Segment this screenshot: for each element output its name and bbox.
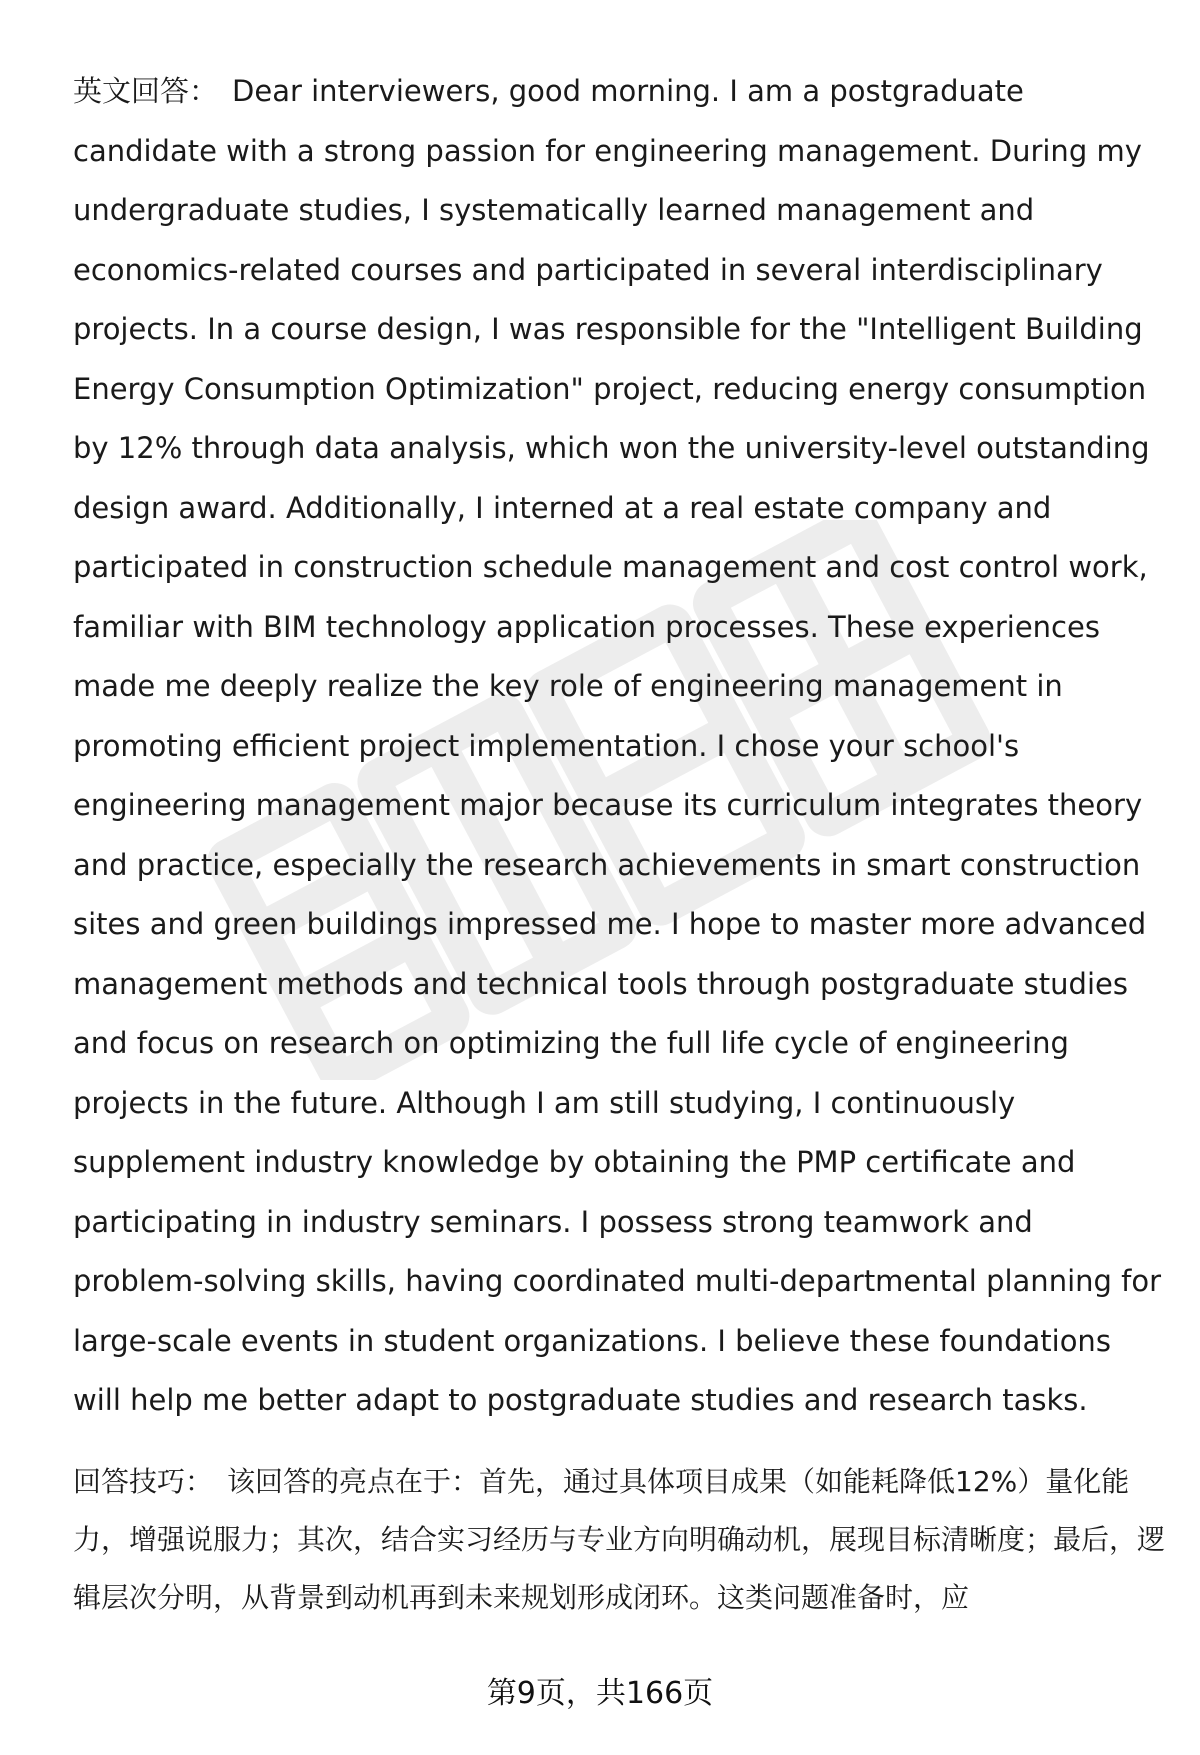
answer-tips-text: 该回答的亮点在于：首先，通过具体项目成果（如能耗降低12%）量化能力，增强说服力；其次，结合实习经历与专业方向明确动机，展现目标清晰度；最后，逻辑层次分明，从背景到动机再到未来规划形成闭环。这类问题准备时，应 <box>73 1464 1166 1614</box>
answer-tips-label: 回答技巧： <box>73 1464 214 1498</box>
english-answer-text: Dear interviewers, good morning. I am a postgraduate candidate with a strong passion for engineering management. During my undergraduate studies, I systematically learned management and economics-related courses and participated in several interdisciplinary projects. In a course design, I was responsible for the "Intelligent Building Energy Consumption Optimization" project, reducing energy consumption by 12% through data analysis, which won the university-level outstanding design award. Additionally, I interned at a real estate company and participated in construction schedule management and cost control work, familiar with BIM technology application processes. These experiences made me deeply realize the key role of engineering management in promoting efficient project implementation. I chose your school's engineering management major because its curriculum integrates theory and practice, especially the research achievements in smart construction sites and green buildings impressed me. I hope to master more advanced management methods and technical tools through postgraduate studies and focus on research on optimizing the full life cycle of engineering projects in the future. Although I am still studying, I continuously supplement industry knowledge by obtaining the PMP certificate and participating in industry seminars. I possess strong teamwork and problem-solving skills, having coordinated multi-departmental planning for large-scale events in student organizations. I believe these foundations will help me better adapt to postgraduate studies and research tasks. <box>73 74 1162 1417</box>
answer-tips-paragraph <box>73 1453 1165 1627</box>
document-body <box>73 62 1165 1627</box>
english-answer-label: 英文回答： <box>73 74 219 108</box>
page-indicator: 第9页，共166页 <box>486 1676 714 1711</box>
english-answer-paragraph <box>73 62 1165 1431</box>
